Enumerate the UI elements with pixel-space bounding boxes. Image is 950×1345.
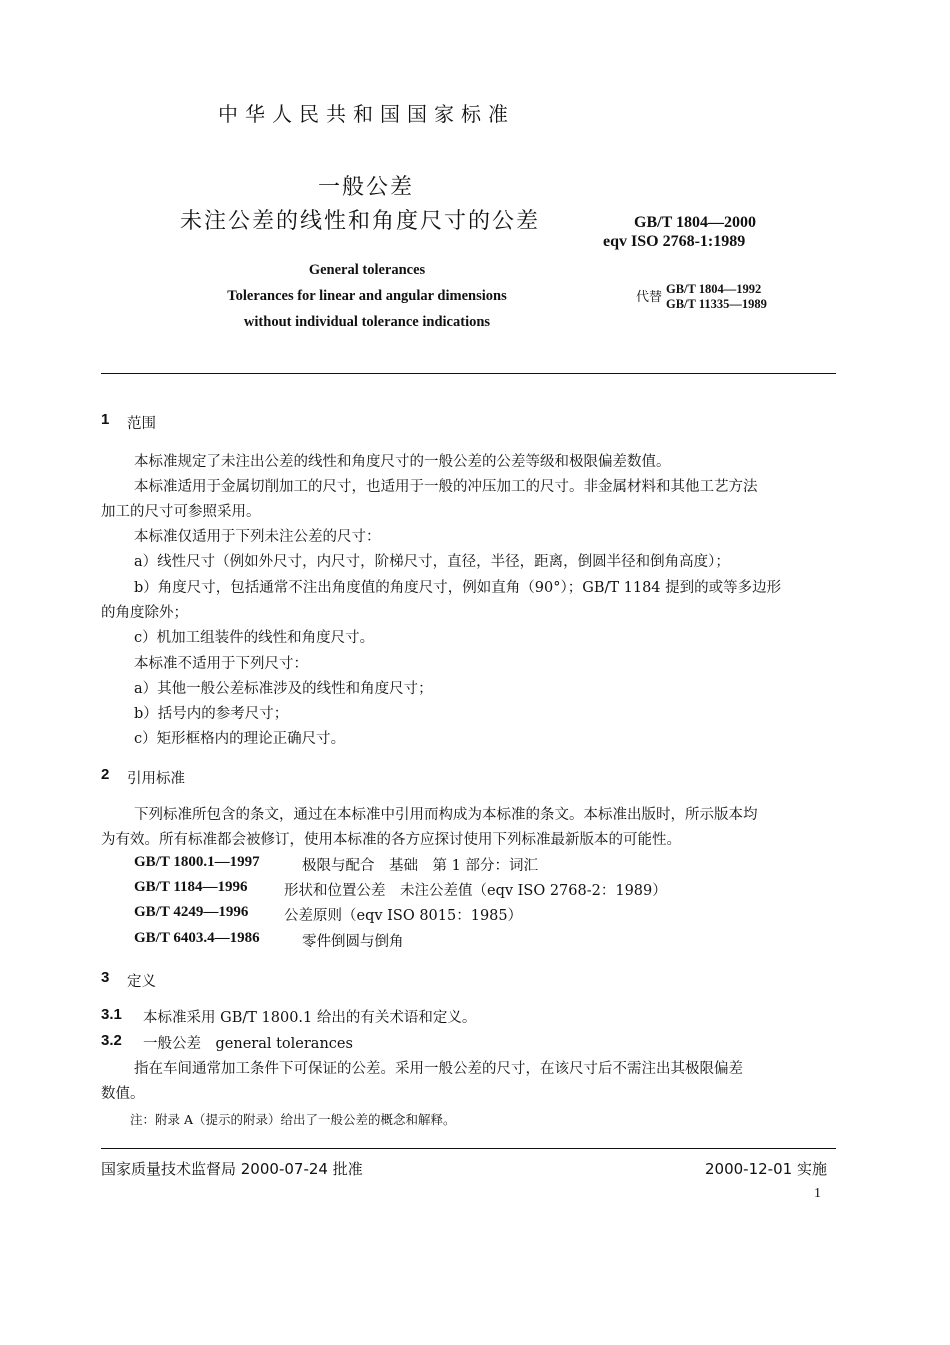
standard-code: GB/T 1804—2000 <box>634 214 756 231</box>
subsection-3-1-number: 3.1 <box>101 1006 122 1023</box>
header-divider <box>101 373 836 374</box>
section1-exclusion-b: b）括号内的参考尺寸； <box>134 706 289 722</box>
subsection-3-2-number: 3.2 <box>101 1032 122 1049</box>
footer-divider <box>101 1148 836 1149</box>
section3-paragraph-line1: 指在车间通常加工条件下可保证的公差。采用一般公差的尺寸，在该尺寸后不需注出其极限偏差 <box>134 1061 743 1077</box>
reference-code: GB/T 6403.4—1986 <box>134 930 260 946</box>
section1-paragraph2-line1: 本标准适用于金属切削加工的尺寸，也适用于一般的冲压加工的尺寸。非金属材料和其他工艺方法 <box>134 479 758 495</box>
section2-number: 2 <box>101 766 110 783</box>
section1-item-c: c）机加工组装件的线性和角度尺寸。 <box>134 630 375 646</box>
reference-description: 公差原则（eqv ISO 8015：1985） <box>284 908 523 924</box>
replaces-label: 代替 <box>636 290 663 305</box>
section1-paragraph1: 本标准规定了未注出公差的线性和角度尺寸的一般公差的公差等级和极限偏差数值。 <box>134 454 671 470</box>
approval-date: 国家质量技术监督局 2000-07-24 批准 <box>101 1160 363 1178</box>
equivalent-code: eqv ISO 2768-1:1989 <box>603 233 746 250</box>
reference-description: 形状和位置公差 未注公差值（eqv ISO 2768-2：1989） <box>284 883 667 899</box>
reference-code: GB/T 1184—1996 <box>134 879 248 895</box>
section1-number: 1 <box>101 411 110 428</box>
title-en-line3: without individual tolerance indications <box>243 314 491 330</box>
subsection-3-2-text: 一般公差 general tolerances <box>143 1036 353 1052</box>
reference-description: 零件倒圆与倒角 <box>302 934 404 950</box>
section1-paragraph2-line2: 加工的尺寸可参照采用。 <box>101 504 261 520</box>
section3-number: 3 <box>101 969 110 986</box>
title-cn-line2: 未注公差的线性和角度尺寸的公差 <box>180 209 541 234</box>
title-en-line2: Tolerances for linear and angular dimensions <box>227 288 507 304</box>
section1-title: 范围 <box>127 416 156 432</box>
reference-code: GB/T 1800.1—1997 <box>134 854 260 870</box>
section2-paragraph-line2: 为有效。所有标准都会被修订，使用本标准的各方应探讨使用下列标准最新版本的可能性。 <box>101 832 681 848</box>
title-en-line1: General tolerances <box>308 262 426 278</box>
section1-paragraph3: 本标准仅适用于下列未注公差的尺寸： <box>134 529 381 545</box>
note-text: 注：附录 A（提示的附录）给出了一般公差的概念和解释。 <box>130 1112 456 1127</box>
section1-exclusion-c: c）矩形框格内的理论正确尺寸。 <box>134 731 346 747</box>
section3-title: 定义 <box>127 974 156 990</box>
section1-item-b-line2: 的角度除外； <box>101 605 188 621</box>
page-number: 1 <box>814 1186 821 1201</box>
subsection-3-1-text: 本标准采用 GB/T 1800.1 给出的有关术语和定义。 <box>143 1010 477 1026</box>
reference-code: GB/T 4249—1996 <box>134 904 249 920</box>
national-standard-header: 中华人民共和国国家标准 <box>218 102 515 126</box>
section1-item-b-line1: b）角度尺寸，包括通常不注出角度值的角度尺寸，例如直角（90°）；GB/T 1184 提到的或等多边形 <box>134 580 782 596</box>
section2-paragraph-line1: 下列标准所包含的条文，通过在本标准中引用而构成为本标准的条文。本标准出版时，所示版本均 <box>134 807 758 823</box>
section1-exclusion-a: a）其他一般公差标准涉及的线性和角度尺寸； <box>134 681 433 697</box>
section2-title: 引用标准 <box>127 771 185 787</box>
section3-paragraph-line2: 数值。 <box>101 1086 145 1102</box>
reference-description: 极限与配合 基础 第 1 部分：词汇 <box>302 858 538 874</box>
title-cn-line1: 一般公差 <box>318 175 415 200</box>
replaces-standard-2: GB/T 11335—1989 <box>666 297 767 311</box>
section1-paragraph4: 本标准不适用于下列尺寸： <box>134 656 308 672</box>
section1-item-a: a）线性尺寸（例如外尺寸，内尺寸，阶梯尺寸，直径，半径，距离，倒圆半径和倒角高度）； <box>134 554 730 570</box>
implementation-date: 2000-12-01 实施 <box>705 1160 827 1178</box>
replaces-standard-1: GB/T 1804—1992 <box>666 282 762 296</box>
